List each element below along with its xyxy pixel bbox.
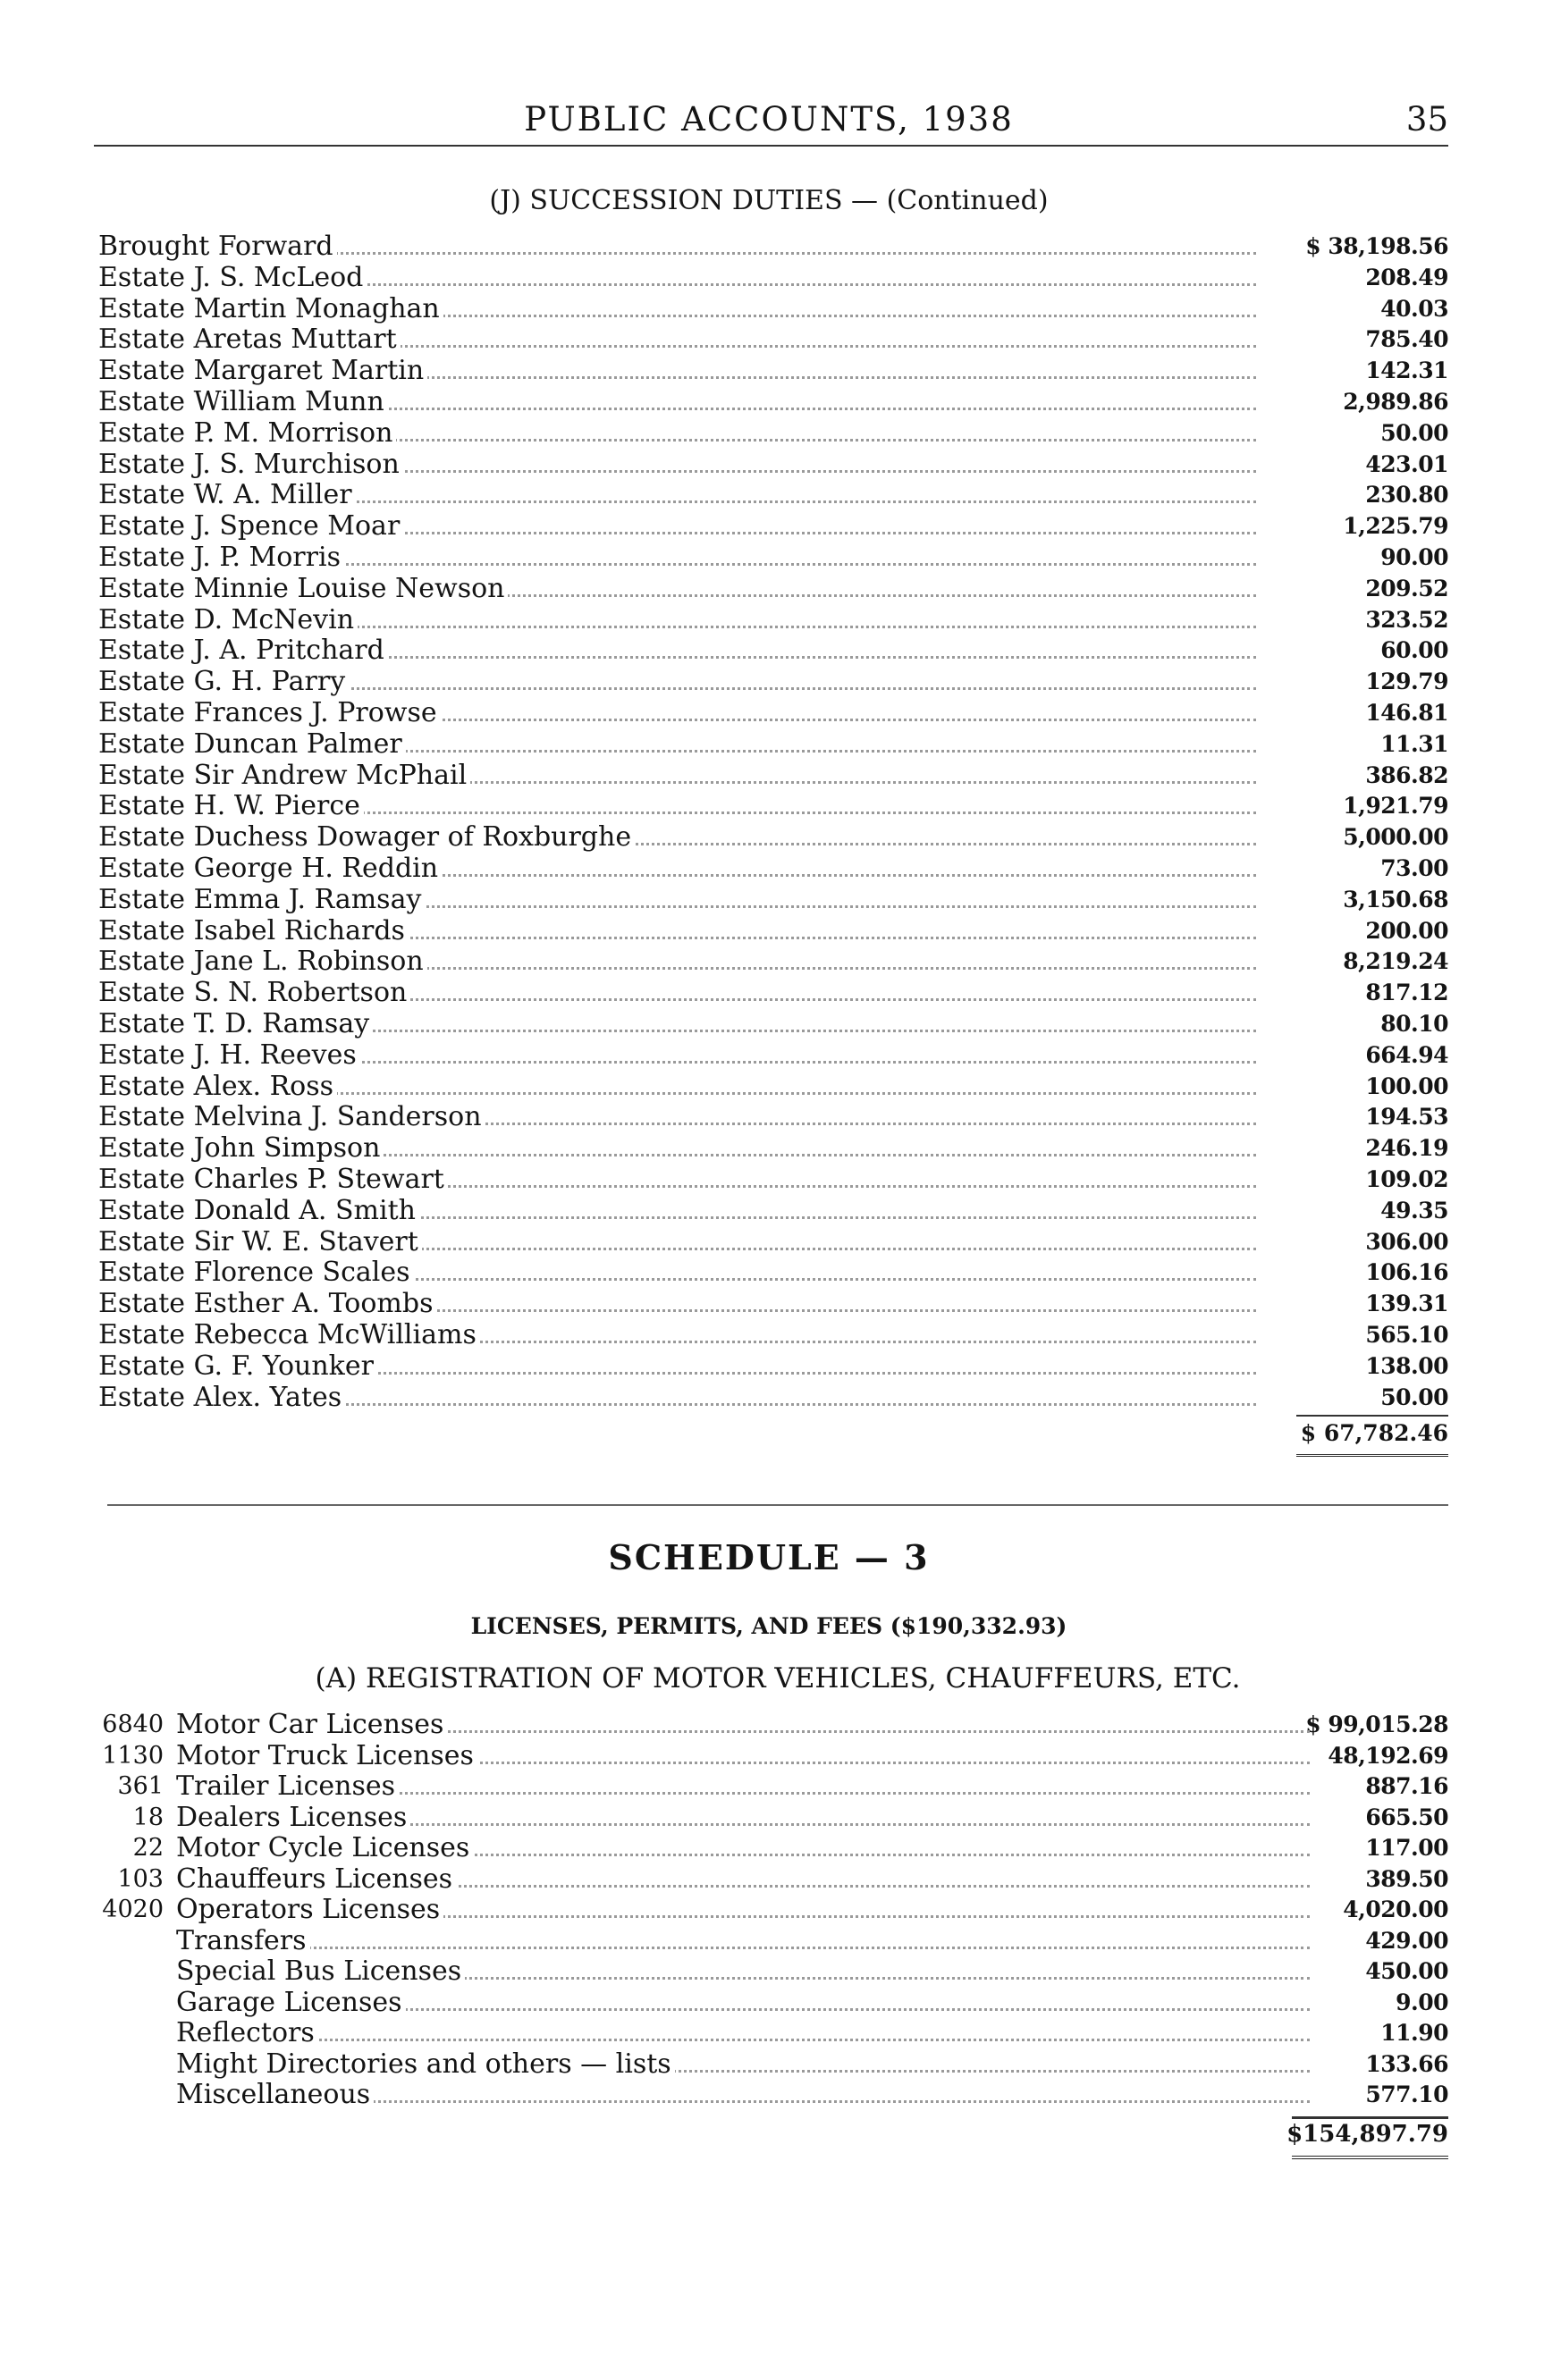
estate-label: Estate Frances J. Prowse — [98, 697, 441, 728]
estate-label: Estate Duchess Dowager of Roxburghe — [98, 821, 635, 853]
estate-label: Estate Alex. Ross — [98, 1071, 337, 1102]
estate-row — [0, 790, 1552, 821]
estate-label: Estate T. D. Ramsay — [98, 1008, 373, 1039]
estate-label: Estate G. F. Younker — [98, 1350, 377, 1382]
estate-label: Estate D. McNevin — [98, 604, 358, 635]
license-row — [0, 2079, 1552, 2110]
license-row — [0, 2017, 1552, 2048]
amount: 11.31 — [1380, 730, 1448, 757]
estate-label: Estate Rebecca McWilliams — [98, 1319, 480, 1350]
estate-label: Estate J. S. McLeod — [98, 262, 367, 293]
license-label: Trailer Licenses — [176, 1770, 399, 1802]
estate-row — [0, 666, 1552, 697]
estate-row — [0, 1132, 1552, 1164]
amount: 577.10 — [1365, 2081, 1448, 2107]
license-label: Motor Car Licenses — [176, 1709, 447, 1740]
license-label: Operators Licenses — [176, 1894, 443, 1925]
estate-label: Estate Melvina J. Sanderson — [98, 1101, 485, 1132]
estate-label: Estate J. A. Pritchard — [98, 635, 388, 666]
license-count: 4020 — [102, 1896, 164, 1923]
license-row — [0, 1832, 1552, 1863]
license-label: Chauffeurs Licenses — [176, 1863, 456, 1895]
amount: 208.49 — [1365, 264, 1448, 290]
amount: 429.00 — [1365, 1927, 1448, 1954]
amount: 3,150.68 — [1343, 886, 1448, 912]
amount: 49.35 — [1380, 1197, 1448, 1224]
license-row — [0, 1770, 1552, 1802]
estate-row — [0, 977, 1552, 1008]
estate-label: Estate Florence Scales — [98, 1257, 414, 1288]
estate-label: Estate S. N. Robertson — [98, 977, 410, 1008]
amount: 2,989.86 — [1343, 389, 1448, 415]
license-label: Motor Truck Licenses — [176, 1740, 477, 1771]
estate-label: Estate Esther A. Toombs — [98, 1288, 436, 1319]
license-row — [0, 1894, 1552, 1925]
page-number: 35 — [1405, 100, 1448, 139]
estate-label: Brought Forward — [98, 231, 337, 262]
license-row — [0, 1802, 1552, 1833]
estate-label: Estate Alex. Yates — [98, 1382, 345, 1413]
license-label: Reflectors — [176, 2017, 318, 2048]
estate-label: Estate J. Spence Moar — [98, 510, 403, 542]
estate-row — [0, 231, 1552, 262]
amount: 450.00 — [1365, 1958, 1448, 1984]
estate-row — [0, 573, 1552, 604]
estate-row — [0, 635, 1552, 666]
estate-row — [0, 1382, 1552, 1413]
amount: 11.90 — [1380, 2020, 1448, 2046]
amount: 106.16 — [1365, 1259, 1448, 1286]
estate-row — [0, 1226, 1552, 1257]
amount: 117.00 — [1365, 1835, 1448, 1861]
estate-row — [0, 479, 1552, 510]
license-label: Special Bus Licenses — [176, 1955, 465, 1987]
license-count: 1130 — [102, 1741, 164, 1770]
estate-label: Estate Charles P. Stewart — [98, 1164, 448, 1195]
amount: 100.00 — [1365, 1072, 1448, 1099]
estate-label: Estate William Munn — [98, 386, 388, 417]
license-label: Might Directories and others — lists — [176, 2048, 675, 2080]
license-label: Miscellaneous — [176, 2079, 374, 2110]
estate-row — [0, 324, 1552, 355]
amount: 48,192.69 — [1328, 1742, 1448, 1769]
amount: 306.00 — [1365, 1228, 1448, 1255]
license-row — [0, 1955, 1552, 1987]
estate-label: Estate G. H. Parry — [98, 666, 349, 697]
amount: 138.00 — [1365, 1352, 1448, 1379]
estate-row — [0, 853, 1552, 884]
license-row — [0, 1925, 1552, 1956]
license-row — [0, 2048, 1552, 2080]
amount: 4,020.00 — [1343, 1896, 1448, 1922]
amount: 665.50 — [1365, 1804, 1448, 1830]
estate-row — [0, 1101, 1552, 1132]
amount: 200.00 — [1365, 917, 1448, 944]
estate-label: Estate Sir Andrew McPhail — [98, 760, 470, 791]
estate-label: Estate Sir W. E. Stavert — [98, 1226, 422, 1257]
estate-row — [0, 1195, 1552, 1226]
estate-label: Estate Emma J. Ramsay — [98, 884, 425, 915]
estate-row — [0, 946, 1552, 977]
estate-label: Estate John Simpson — [98, 1132, 384, 1164]
estate-label: Estate Donald A. Smith — [98, 1195, 419, 1226]
schedule-total-rule-bottom — [1292, 2156, 1448, 2163]
estate-label: Estate Margaret Martin — [98, 355, 427, 386]
estate-label: Estate J. H. Reeves — [98, 1039, 360, 1071]
estate-label: Estate J. S. Murchison — [98, 449, 403, 480]
estate-row — [0, 510, 1552, 542]
estate-row — [0, 542, 1552, 573]
amount: 40.03 — [1380, 295, 1448, 322]
amount: 109.02 — [1365, 1166, 1448, 1192]
estate-row — [0, 1319, 1552, 1350]
amount: 50.00 — [1380, 1383, 1448, 1410]
estate-row — [0, 262, 1552, 293]
estate-row — [0, 728, 1552, 760]
estate-label: Estate Martin Monaghan — [98, 293, 443, 324]
amount: 60.00 — [1380, 637, 1448, 664]
estate-label: Estate J. P. Morris — [98, 542, 344, 573]
estate-label: Estate Duncan Palmer — [98, 728, 406, 760]
dot-leader — [179, 1947, 1310, 1949]
license-row — [0, 1987, 1552, 2018]
amount: 9.00 — [1396, 1989, 1448, 2015]
succession-total-rule-top — [1296, 1415, 1448, 1417]
license-count: 18 — [132, 1803, 164, 1831]
estate-row — [0, 1164, 1552, 1195]
amount: 139.31 — [1365, 1291, 1448, 1317]
estate-row — [0, 1071, 1552, 1102]
estate-row — [0, 697, 1552, 728]
license-label: Transfers — [176, 1925, 310, 1956]
estate-row — [0, 604, 1552, 635]
page-title: PUBLIC ACCOUNTS, 1938 — [524, 100, 1014, 139]
estate-row — [0, 1288, 1552, 1319]
amount: 423.01 — [1365, 450, 1448, 477]
amount: 142.31 — [1365, 357, 1448, 384]
amount: 90.00 — [1380, 544, 1448, 570]
schedule-subtitle: LICENSES, PERMITS, AND FEES ($190,332.93) — [470, 1613, 1067, 1639]
estate-row — [0, 1008, 1552, 1039]
estate-label: Estate P. M. Morrison — [98, 417, 396, 449]
succession-heading: (J) SUCCESSION DUTIES — (Continued) — [489, 185, 1049, 216]
dot-leader — [179, 2039, 1310, 2041]
estate-row — [0, 915, 1552, 946]
estate-label: Estate George H. Reddin — [98, 853, 442, 884]
license-count: 22 — [132, 1834, 164, 1862]
estate-row — [0, 355, 1552, 386]
estate-row — [0, 884, 1552, 915]
license-row — [0, 1709, 1552, 1740]
amount: $ 99,015.28 — [1305, 1711, 1448, 1737]
succession-total: $ 67,782.46 — [1300, 1420, 1448, 1446]
section-divider — [107, 1504, 1448, 1506]
amount: $ 38,198.56 — [1305, 233, 1448, 259]
amount: 80.10 — [1380, 1011, 1448, 1037]
amount: 5,000.00 — [1343, 824, 1448, 851]
estate-row — [0, 293, 1552, 324]
estate-label: Estate Minnie Louise Newson — [98, 573, 508, 604]
amount: 386.82 — [1365, 761, 1448, 788]
license-label: Garage Licenses — [176, 1987, 406, 2018]
estate-label: Estate H. W. Pierce — [98, 790, 364, 821]
schedule-total: $154,897.79 — [1286, 2121, 1448, 2148]
amount: 230.80 — [1365, 482, 1448, 509]
amount: 1,225.79 — [1343, 513, 1448, 540]
amount: 50.00 — [1380, 419, 1448, 446]
estate-row — [0, 1039, 1552, 1071]
license-row — [0, 1740, 1552, 1771]
license-count: 6840 — [102, 1711, 164, 1738]
estate-row — [0, 1257, 1552, 1288]
registration-heading: (A) REGISTRATION OF MOTOR VEHICLES, CHAUFFEURS, ETC. — [315, 1662, 1241, 1695]
amount: 146.81 — [1365, 700, 1448, 726]
succession-total-rule-bottom — [1296, 1454, 1448, 1459]
estate-row — [0, 760, 1552, 791]
license-row — [0, 1863, 1552, 1895]
schedule-title: SCHEDULE — 3 — [608, 1537, 930, 1577]
amount: 133.66 — [1365, 2050, 1448, 2077]
estate-label: Estate Jane L. Robinson — [98, 946, 427, 977]
amount: 389.50 — [1365, 1865, 1448, 1892]
license-count: 361 — [117, 1772, 164, 1800]
amount: 785.40 — [1365, 326, 1448, 353]
estate-label: Estate Aretas Muttart — [98, 324, 401, 355]
amount: 194.53 — [1365, 1104, 1448, 1131]
amount: 8,219.24 — [1343, 948, 1448, 975]
amount: 817.12 — [1365, 980, 1448, 1006]
license-label: Motor Cycle Licenses — [176, 1832, 473, 1863]
license-label: Dealers Licenses — [176, 1802, 410, 1833]
estate-row — [0, 1350, 1552, 1382]
license-count: 103 — [117, 1864, 164, 1893]
amount: 73.00 — [1380, 855, 1448, 881]
amount: 209.52 — [1365, 575, 1448, 601]
amount: 887.16 — [1365, 1773, 1448, 1799]
estate-row — [0, 821, 1552, 853]
estate-row — [0, 449, 1552, 480]
amount: 664.94 — [1365, 1041, 1448, 1068]
estate-label: Estate W. A. Miller — [98, 479, 356, 510]
estate-row — [0, 386, 1552, 417]
estate-row — [0, 417, 1552, 449]
amount: 1,921.79 — [1343, 793, 1448, 820]
amount: 565.10 — [1365, 1322, 1448, 1348]
amount: 129.79 — [1365, 669, 1448, 695]
amount: 323.52 — [1365, 606, 1448, 633]
amount: 246.19 — [1365, 1135, 1448, 1162]
header-rule — [94, 145, 1448, 147]
estate-label: Estate Isabel Richards — [98, 915, 409, 946]
